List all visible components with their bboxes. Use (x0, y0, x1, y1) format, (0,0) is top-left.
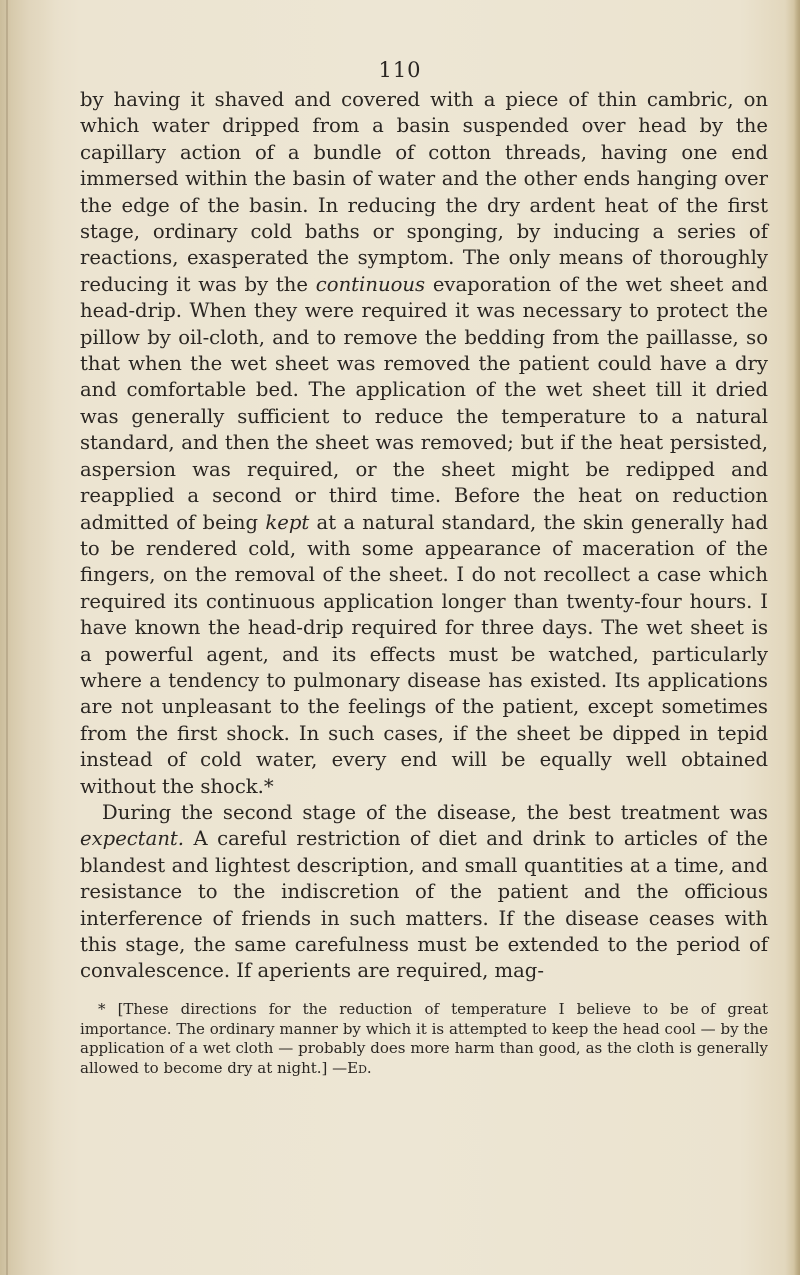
paragraph-1 (80, 87, 768, 800)
emphasis-expectant: expectant. (80, 827, 185, 851)
body-text (80, 87, 768, 985)
paragraph-2 (80, 800, 768, 985)
paragraph-1-part-c: at a natural standard, the skin generally had to be rendered cold, with some appearance of maceration of the fingers, on the removal of the sheet. I do not recollect a case which required its continuous application longer than twenty-four hours. I have known the head-drip required for three days. The wet sheet is a powerful agent, and its effects must be watched, particularly where a tendency to pulmonary disease has existed. Its applications are not unpleasant to the feelings of the patient, except sometimes from the first shock. In such cases, if the sheet be dipped in tepid instead of cold water, every end will be equally well obtained without the shock.* (80, 510, 769, 798)
paragraph-2-part-a: During the second stage of the disease, the best treatment was (102, 800, 768, 824)
paragraph-2-part-b: A careful restriction of diet and drink to articles of the blandest and lightest description, and small quantities at a time, and resistance to the indiscretion of the patient and the officious interference of friends in such matters. If the disease ceases with this stage, the same carefulness must be extended to the period of convalescence. If aperients are required, mag- (80, 827, 768, 983)
footnote-signature: Ed. (347, 1058, 372, 1077)
page-number: 110 (378, 58, 422, 82)
page-edge (794, 0, 800, 1275)
paragraph-1-part-a: by having it shaved and covered with a piece of thin cambric, on which water dripped from a basin suspended over head by the capillary action of a bundle of cotton threads, having one end immersed within the basin of water and the other ends hanging over the edge of the basin. In reducing the dry ardent heat of the first stage, ordinary cold baths or sponging, by inducing a series of reactions, exasperated the symptom. The only means of thoroughly reducing it was by the (80, 88, 768, 296)
emphasis-kept: kept (265, 510, 310, 534)
emphasis-continuous: continuous (315, 272, 426, 296)
footnote-text: * [These directions for the reduction of temperature I believe to be of great importance. The ordinary manner by which it is attempted to keep the head cool — by the application of a wet cloth — probably does more harm than good, as the cloth is generally allowed to become dry at night.] — (80, 1000, 768, 1077)
footnote (80, 1000, 768, 1078)
paragraph-1-part-b: evaporation of the wet sheet and head-drip. When they were required it was necessary to protect the pillow by oil-cloth, and to remove the bedding from the paillasse, so that when the wet sheet was removed the patient could have a dry and comfortable bed. The application of the wet sheet till it dried was generally sufficient to reduce the temperature to a natural standard, and then the sheet was removed; but if the heat persisted, aspersion was required, or the sheet might be redipped and reapplied a second or third time. Before the heat on reduction admitted of being (80, 272, 768, 534)
binding-gutter (0, 0, 55, 1275)
